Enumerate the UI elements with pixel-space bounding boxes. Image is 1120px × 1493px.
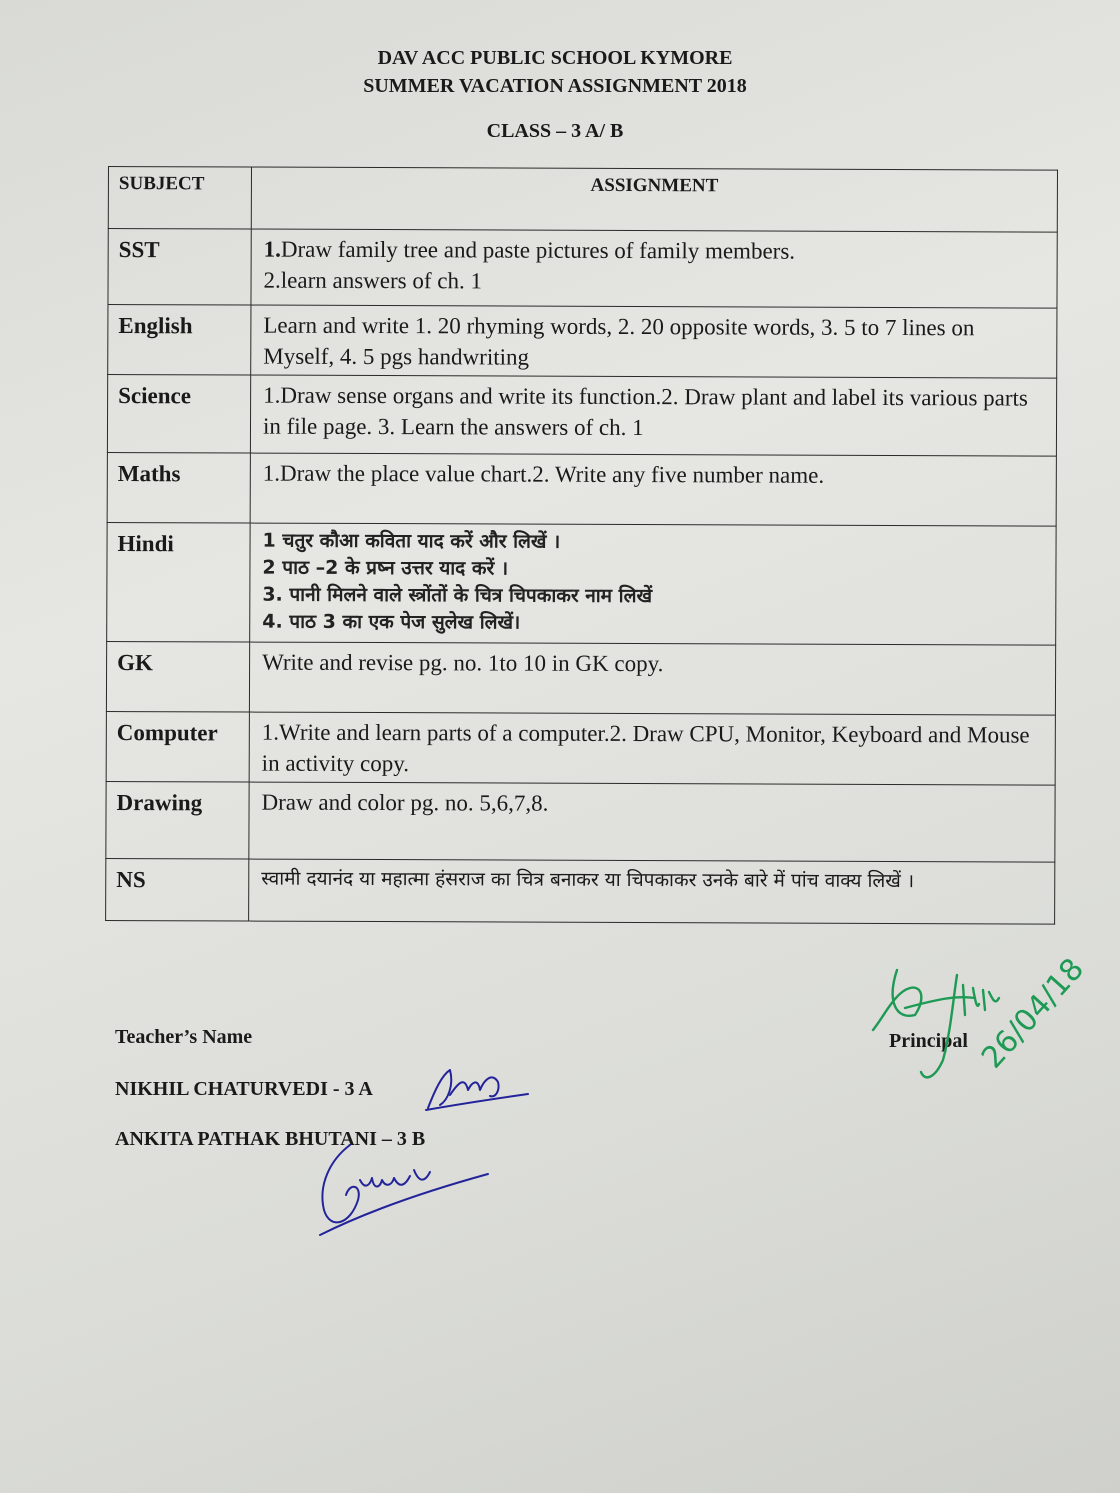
table-row-hindi bbox=[107, 522, 1056, 645]
table-header-row bbox=[108, 167, 1057, 233]
assignment-cell bbox=[250, 523, 1056, 645]
subject-cell: NS bbox=[106, 858, 249, 921]
teacher-3b-signature bbox=[310, 1140, 500, 1250]
assignment-cell: Write and revise pg. no. 1to 10 in GK copy. bbox=[249, 642, 1055, 715]
assignment-text-line2: 2.learn answers of ch. 1 bbox=[263, 267, 483, 294]
teacher-3a-signature bbox=[420, 1060, 540, 1120]
principal-signature bbox=[865, 951, 1105, 1090]
assignment-cell: 1.Draw the place value chart.2. Write any five number name. bbox=[250, 453, 1056, 526]
subject-cell: Computer bbox=[106, 711, 249, 782]
principal-date: 26/04/18 bbox=[974, 951, 1092, 1076]
assignment-cell: 1.Draw sense organs and write its function.2. Draw plant and label its various parts in file page. 3. Learn the answers of ch. 1 bbox=[250, 375, 1056, 456]
assignment-cell bbox=[251, 229, 1057, 308]
assignment-cell: Learn and write 1. 20 rhyming words, 2. 20 opposite words, 3. 5 to 7 lines on Myself, 4. 5 pgs handwriting bbox=[251, 305, 1057, 378]
hindi-line: 2 पाठ –2 के प्रष्न उत्तर याद करें । bbox=[262, 556, 509, 580]
class-line: CLASS – 3 A/ B bbox=[486, 120, 624, 142]
subject-cell: Drawing bbox=[106, 781, 249, 859]
teacher-3b: ANKITA PATHAK BHUTANI – 3 B bbox=[115, 1128, 426, 1150]
subject-cell: GK bbox=[106, 641, 249, 712]
assignment-number: 1. bbox=[263, 236, 281, 262]
assignment-column-header: ASSIGNMENT bbox=[251, 167, 1057, 232]
school-name: DAV ACC PUBLIC SCHOOL KYMORE bbox=[377, 47, 733, 69]
table-row-maths bbox=[107, 452, 1056, 526]
assignment-table bbox=[105, 166, 1058, 925]
assignment-text: Draw family tree and paste pictures of family members. bbox=[280, 236, 796, 264]
table-row-ns bbox=[106, 858, 1055, 924]
table-row-english bbox=[108, 305, 1057, 379]
assignment-title: SUMMER VACATION ASSIGNMENT 2018 bbox=[363, 75, 747, 97]
subject-cell: Hindi bbox=[107, 522, 250, 642]
table-row-science bbox=[107, 375, 1056, 457]
hindi-line: 4. पाठ 3 का एक पेज सुलेख लिखें। bbox=[262, 610, 521, 634]
subject-cell: SST bbox=[108, 229, 251, 306]
table-row-gk bbox=[106, 641, 1055, 715]
hindi-line: 3. पानी मिलने वाले स्त्रोंतों के चित्र चिपकाकर नाम लिखें bbox=[262, 583, 653, 608]
table-row-drawing bbox=[106, 781, 1055, 862]
assignment-cell: स्वामी दयानंद या महात्मा हंसराज का चित्र बनाकर या चिपकाकर उनके बारे में पांच वाक्य लिखें । bbox=[249, 859, 1055, 924]
subject-cell: English bbox=[108, 305, 251, 376]
assignment-cell: 1.Write and learn parts of a computer.2. Draw CPU, Monitor, Keyboard and Mouse in activity copy. bbox=[249, 712, 1055, 785]
hindi-line: 1 चतुर कौआ कविता याद करें और लिखें । bbox=[262, 529, 561, 553]
teachers-label: Teacher’s Name bbox=[115, 1026, 253, 1048]
principal-label: Principal bbox=[889, 1030, 968, 1052]
table-row-sst bbox=[108, 229, 1057, 309]
assignment-cell: Draw and color pg. no. 5,6,7,8. bbox=[249, 782, 1055, 862]
document-header bbox=[0, 44, 1110, 100]
subject-cell: Maths bbox=[107, 452, 250, 523]
subject-column-header: SUBJECT bbox=[108, 167, 251, 230]
table-row-computer bbox=[106, 711, 1055, 785]
subject-cell: Science bbox=[107, 375, 250, 454]
teacher-3a: NIKHIL CHATURVEDI - 3 A bbox=[115, 1078, 373, 1100]
